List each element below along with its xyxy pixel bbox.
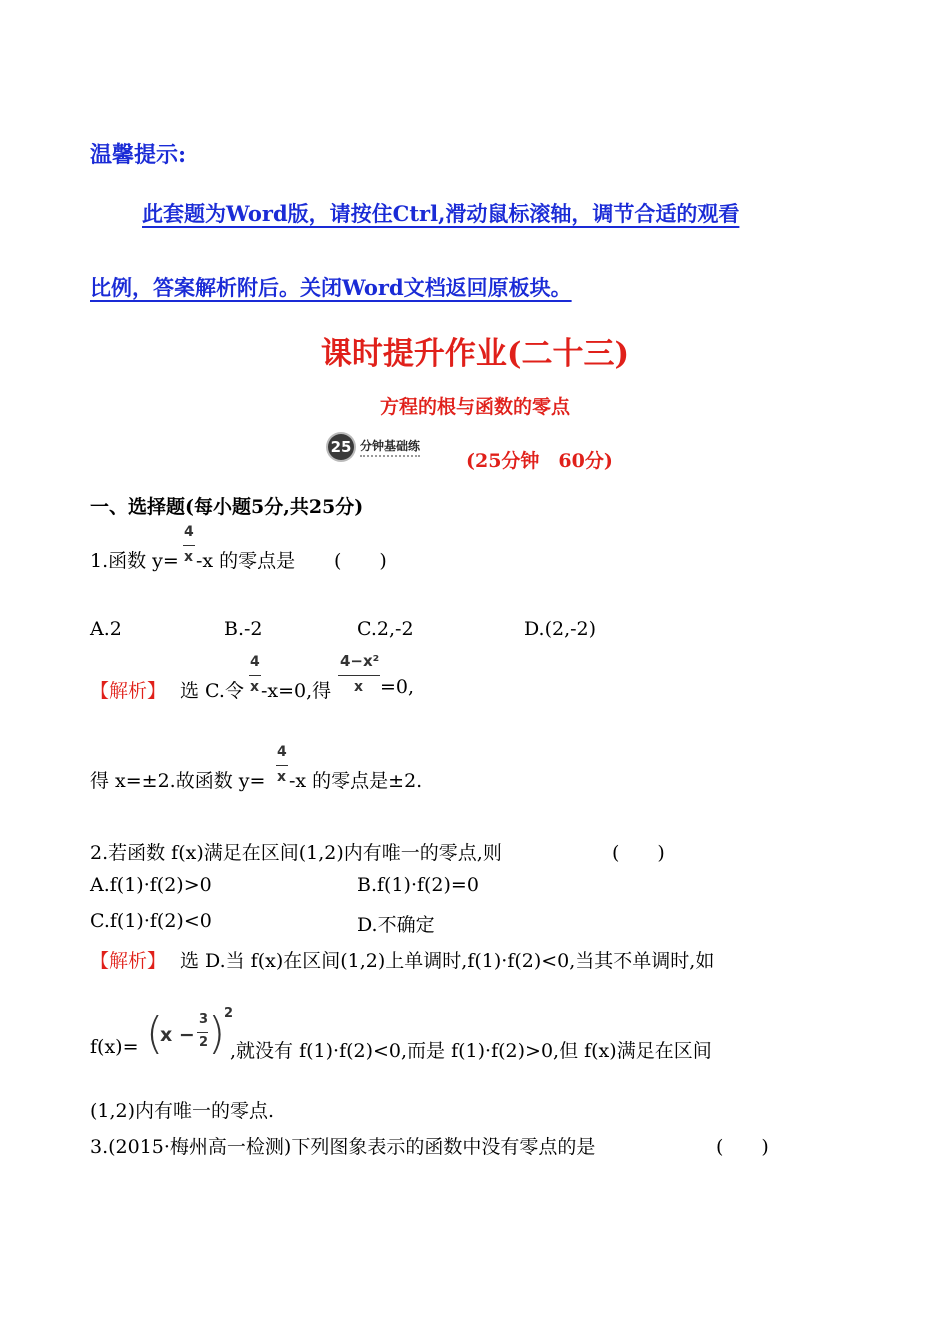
page-subtitle: 方程的根与函数的零点: [379, 396, 570, 418]
q2-stem: 2.若函数 f(x)满足在区间(1,2)内有唯一的零点,则: [90, 842, 502, 864]
q2-blank: ( ): [612, 842, 665, 864]
q2-option-c: C.f(1)·f(2)<0: [90, 910, 212, 932]
q2-option-b: B.f(1)·f(2)=0: [357, 874, 479, 896]
formula-frac-bar: [197, 1032, 208, 1033]
tip-line-1: 此套题为Word版，请按住Ctrl,滑动鼠标滚轴，调节合适的观看: [142, 201, 740, 226]
q1-analysis-label: 【解析】: [90, 680, 167, 702]
q1-stem-mid: -x 的零点是: [196, 550, 296, 572]
tip-line-2: 比例，答案解析附后。关闭Word文档返回原板块。: [90, 275, 572, 300]
page-title: 课时提升作业(二十三): [320, 336, 630, 372]
q1-analysis-2b: -x 的零点是±2.: [289, 770, 423, 792]
practice-badge: [328, 434, 420, 460]
q1-option-b: B.-2: [224, 618, 263, 640]
badge-number: 25: [328, 434, 354, 460]
formula-frac-den: 2: [199, 1035, 209, 1050]
time-limit: (25分钟 60分): [466, 450, 613, 472]
formula-exponent: 2: [224, 1006, 234, 1021]
q2-analysis-label: 【解析】: [90, 950, 167, 972]
q3-stem: 3.(2015·梅州高一检测)下列图象表示的函数中没有零点的是: [90, 1136, 596, 1158]
formula-paren-right: ): [208, 1008, 226, 1059]
badge-text: 分钟基础练: [360, 437, 420, 457]
q1-option-c: C.2,-2: [357, 618, 414, 640]
q1-frac-den: x: [184, 549, 194, 565]
q3-blank: ( ): [716, 1136, 769, 1158]
formula-paren-left: (: [146, 1008, 164, 1059]
formula-frac-num: 3: [199, 1012, 209, 1027]
tip-title: 温馨提示:: [90, 142, 187, 168]
section-title: 一、选择题(每小题5分,共25分): [90, 496, 364, 518]
q2-analysis-2b: ,就没有 f(1)·f(2)<0,而是 f(1)·f(2)>0,但 f(x)满足在区间: [230, 1040, 712, 1062]
q2-analysis-2a: f(x)=: [90, 1036, 139, 1058]
q1-analysis-2a: 得 x=±2.故函数 y=: [90, 770, 266, 792]
q1-analysis-1b: -x=0,得: [261, 680, 332, 702]
formula-x: x −: [160, 1024, 195, 1046]
q2-analysis-3: (1,2)内有唯一的零点.: [90, 1100, 275, 1122]
q1-a-frac1-num: 4: [250, 654, 260, 670]
q1-stem-prefix: 1.函数 y=: [90, 550, 179, 572]
q1-a-frac1-den: x: [250, 679, 260, 695]
q2-option-d: D.不确定: [357, 914, 435, 936]
q1-frac-num: 4: [184, 524, 194, 540]
q1-option-a: A.2: [90, 618, 122, 640]
q1-frac-bar: [183, 545, 195, 546]
q1-a-frac3-num: 4: [277, 744, 287, 760]
q1-analysis-1c: =0,: [380, 676, 415, 698]
q1-a-frac2-num: 4−x²: [340, 652, 380, 670]
q2-analysis-1: 选 D.当 f(x)在区间(1,2)上单调时,f(1)·f(2)<0,当其不单调时,如: [180, 950, 715, 972]
q2-option-a: A.f(1)·f(2)>0: [90, 874, 212, 896]
q1-a-frac3-bar: [276, 765, 288, 766]
q1-a-frac1-bar: [249, 675, 261, 676]
q1-a-frac2-den: x: [354, 679, 364, 695]
q1-option-d: D.(2,-2): [524, 618, 597, 640]
q1-blank: ( ): [334, 550, 387, 572]
q1-a-frac3-den: x: [277, 769, 287, 785]
q1-a-frac2-bar: [338, 675, 380, 676]
q1-analysis-1a: 选 C.令: [180, 680, 244, 702]
